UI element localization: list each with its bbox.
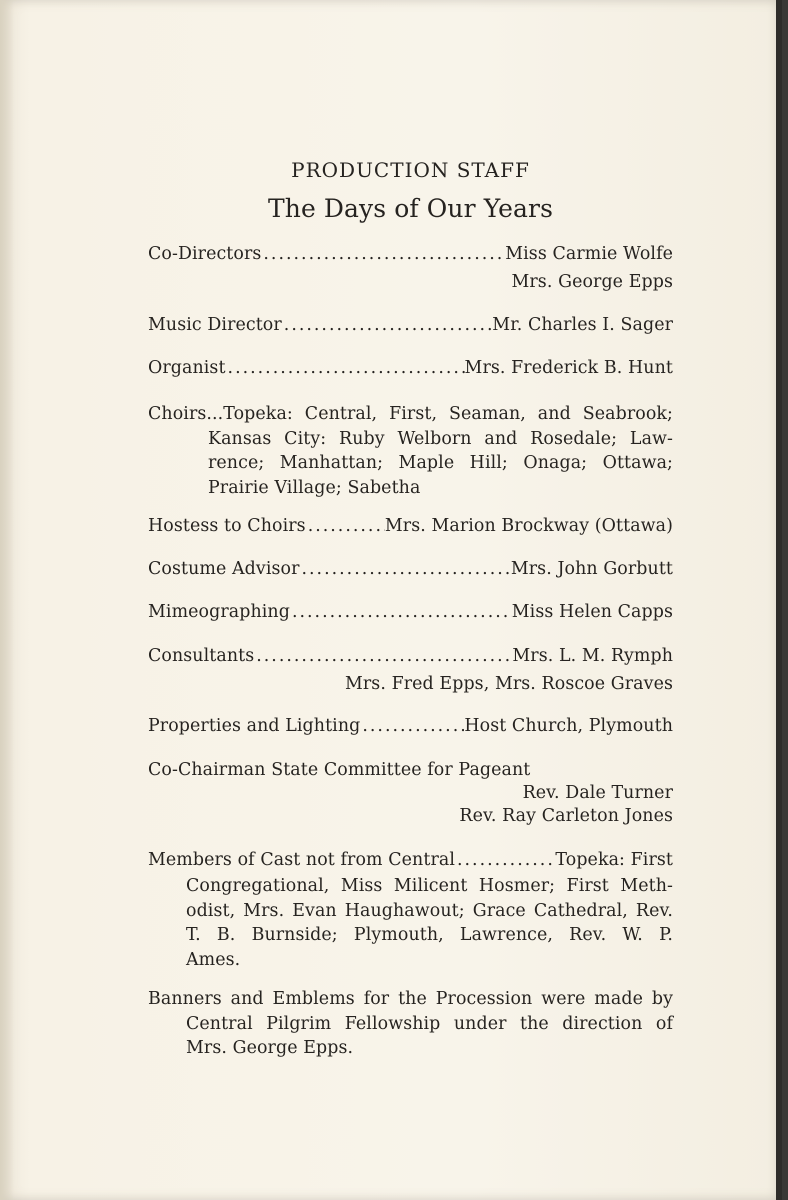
members-line-3: odist, Mrs. Evan Haughawout; Grace Cathedral, Rev. (186, 900, 673, 921)
choirs-paragraph (148, 402, 673, 500)
choirs-line-1: Choirs...Topeka: Central, First, Seaman, and Seabrook; (148, 404, 673, 424)
person-name: Miss Carmie Wolfe (505, 244, 673, 264)
person-name: Mrs. Marion Brockway (Ottawa) (384, 516, 673, 536)
organist-row (148, 358, 673, 384)
music-director-row (148, 315, 673, 341)
role-label: Co-Directors (148, 244, 262, 264)
dot-leader (455, 850, 555, 870)
members-line-5: Ames. (186, 949, 241, 970)
dot-leader (261, 244, 505, 264)
person-name: Miss Helen Capps (511, 602, 673, 622)
banners-paragraph (148, 987, 673, 1061)
members-line-4: T. B. Burnside; Plymouth, Lawrence, Rev. W. P. (186, 925, 673, 945)
person-name: Host Church, Plymouth (464, 716, 673, 736)
role-label: Organist (148, 358, 226, 378)
dot-leader (226, 358, 465, 378)
costume-advisor-row (148, 559, 673, 585)
role-label: Hostess to Choirs (148, 516, 306, 536)
choirs-line-3: rence; Manhattan; Maple Hill; Onaga; Ottawa; (208, 453, 673, 473)
role-label: Costume Advisor (148, 559, 300, 579)
role-label: Members of Cast not from Central (148, 850, 455, 870)
choirs-line-4: Prairie Village; Sabetha (208, 477, 421, 498)
person-name: Mrs. Frederick B. Hunt (464, 358, 673, 378)
role-label: Music Director (148, 315, 282, 335)
members-of-cast-paragraph (148, 874, 673, 972)
members-of-cast-row (148, 850, 673, 876)
dot-leader (306, 516, 385, 536)
hostess-row (148, 516, 673, 542)
choirs-line-2: Kansas City: Ruby Welborn and Rosedale; Law- (208, 428, 673, 449)
role-label: Consultants (148, 646, 255, 666)
person-name: Mr. Charles I. Sager (492, 315, 673, 335)
role-label: Properties and Lighting (148, 716, 361, 736)
codirectors-second-name: Mrs. George Epps (511, 272, 673, 292)
banners-line-1: Banners and Emblems for the Procession were made by (148, 989, 673, 1009)
person-name: Mrs. L. M. Rymph (512, 646, 673, 666)
role-label: Co-Chairman State Committee for Pageant (148, 760, 531, 780)
dot-leader (290, 602, 512, 622)
page-spine-shadow (0, 0, 14, 1200)
members-line-2: Congregational, Miss Milicent Hosmer; First Meth- (186, 876, 673, 896)
person-name: Mrs. John Gorbutt (510, 559, 673, 579)
consultants-row (148, 646, 673, 672)
dot-leader (300, 559, 511, 579)
mimeographing-row (148, 602, 673, 628)
dot-leader (282, 315, 493, 335)
properties-lighting-row (148, 716, 673, 742)
consultants-second-line: Mrs. Fred Epps, Mrs. Roscoe Graves (344, 674, 673, 694)
page-edge (776, 0, 782, 1200)
pageant-title: The Days of Our Years (267, 194, 554, 223)
codirectors-row (148, 244, 673, 270)
role-label: Mimeographing (148, 602, 290, 622)
banners-line-2: Central Pilgrim Fellowship under the direction of (186, 1013, 673, 1034)
dot-leader (360, 716, 464, 736)
banners-line-3: Mrs. George Epps. (186, 1038, 354, 1058)
cast-first-entry: Topeka: First (555, 850, 673, 870)
page-title: PRODUCTION STAFF (291, 158, 530, 182)
dot-leader (254, 646, 512, 666)
cochairman-name-2: Rev. Ray Carleton Jones (459, 806, 673, 826)
cochairman-name-1: Rev. Dale Turner (522, 783, 673, 803)
